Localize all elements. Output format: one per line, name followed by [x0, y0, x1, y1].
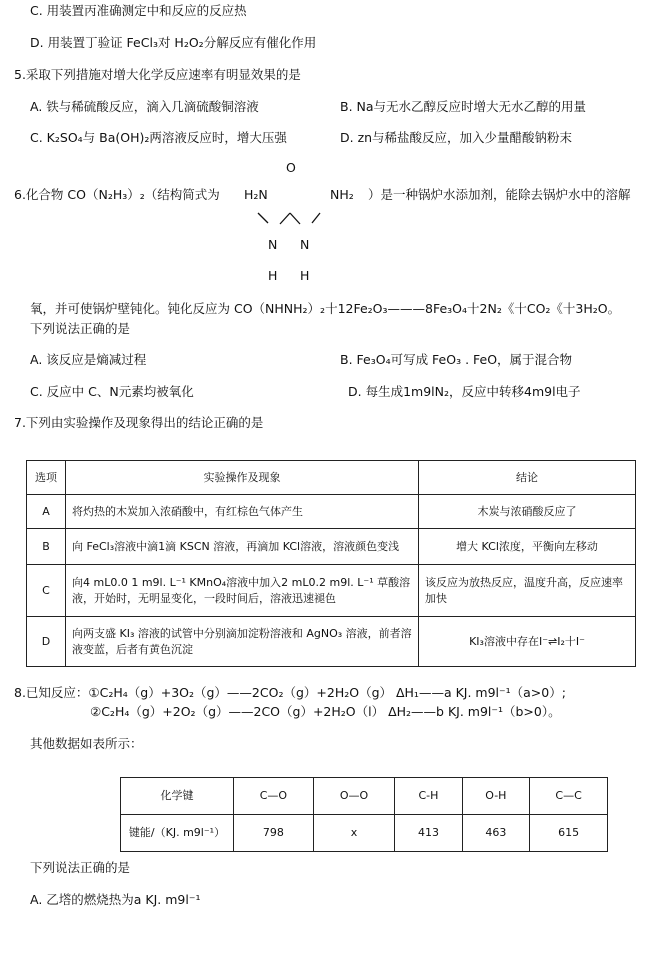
question-8-eq2: ②C₂H₄（g）+2O₂（g）——2CO（g）+2H₂O（l） ΔH₂——b KJ. m9l⁻¹（b>0）。: [90, 704, 561, 719]
table-cell: 615: [530, 815, 608, 852]
question-8-ask: 下列说法正确的是: [30, 860, 131, 875]
table-cell: B: [27, 529, 66, 565]
table-header: 结论: [419, 461, 636, 495]
structure-oxygen: O: [286, 160, 296, 175]
table-cell: C—C: [530, 778, 608, 815]
table-cell: 向两支盛 KI₃ 溶液的试管中分别滴加淀粉溶液和 AgNO₃ 溶液，前者溶液变蓝，后者有黄色沉淀: [66, 617, 419, 667]
table-cell: A: [27, 495, 66, 529]
option-8a: A. 乙㙮的燃烧热为a KJ. m9l⁻¹: [30, 892, 201, 907]
table-cell: 键能/（KJ. m9l⁻¹）: [121, 815, 234, 852]
option-6b: B. Fe₃O₄可写成 FeO₃ . FeO，属于混合物: [340, 352, 573, 367]
option-5c: C. K₂SO₄与 Ba(OH)₂两溶液反应时，增大压强: [30, 130, 287, 145]
table-row: [27, 565, 636, 617]
option-6c-2: C. 反应中 C、N元素均被氧化: [30, 384, 194, 399]
table-cell: C: [27, 565, 66, 617]
structure-h2n: H₂N: [244, 187, 268, 202]
structure-n-right: N: [300, 237, 310, 252]
table-cell: 木炭与浓硝酸反应了: [419, 495, 636, 529]
table-row: [27, 617, 636, 667]
option-5b: B. Na与无水乙醇反应时增大无水乙醇的用量: [340, 99, 587, 114]
option-5d: D. zn与稀盐酸反应，加入少量醋酸钠粉末: [340, 130, 573, 145]
question-5: 5.采取下列措施对增大化学反应速率有明显效果的是: [14, 67, 301, 82]
question-8: 8.已知反应：①C₂H₄（g）+3O₂（g）——2CO₂（g）+2H₂O（g） ΔH₁——a KJ. m9l⁻¹（a>0）;: [14, 685, 566, 700]
table-cell: C-H: [395, 778, 462, 815]
table-cell: 将灼热的木炭加入浓硝酸中，有红棕色气体产生: [66, 495, 419, 529]
table-cell: 增大 KCl浓度，平衡向左移动: [419, 529, 636, 565]
table-cell: O-H: [462, 778, 530, 815]
table-cell: KI₃溶液中存在I⁻⇌I₂十I⁻: [419, 617, 636, 667]
table-cell: x: [313, 815, 395, 852]
option-5a: A. 铁与稀硫酸反应，滴入几滴硫酸铜溶液: [30, 99, 259, 114]
table-row: [27, 529, 636, 565]
bond-energy-table: [120, 777, 608, 852]
question-6-body: 氧，并可使锅炉壁钝化。钝化反应为 CO（NHNH₂）₂十12Fe₂O₃———8Fe₃O₄十2N₂《十CO₂《十3H₂O。: [30, 301, 621, 316]
question-6-end: ）是一种锅炉水添加剂，能除去锅炉水中的溶解: [368, 187, 631, 202]
structure-nh2: NH₂: [330, 187, 354, 202]
option-6a: A. 该反应是熵减过程: [30, 352, 147, 367]
question-6-start: 6.化合物 CO（N₂H₃）₂（结构简式为: [14, 187, 220, 202]
table-row: [121, 815, 608, 852]
table-header: 实验操作及现象: [66, 461, 419, 495]
table-cell: D: [27, 617, 66, 667]
table-cell: 413: [395, 815, 462, 852]
table-header: 选项: [27, 461, 66, 495]
option-6d: D. 用装置丁验证 FeCl₃对 H₂O₂分解反应有催化作用: [30, 35, 317, 50]
experiment-table: [26, 460, 636, 667]
table-cell: 该反应为放热反应，温度升高，反应速率加快: [419, 565, 636, 617]
table-row: [121, 778, 608, 815]
option-6c: C. 用装置丙准确测定中和反应的反应热: [30, 3, 247, 18]
table-cell: 463: [462, 815, 530, 852]
table-row: [27, 495, 636, 529]
option-6d-2: D. 每生成1m9lN₂，反应中转移4m9l电子: [348, 384, 581, 399]
structure-h-left: H: [268, 268, 278, 283]
other-data-label: 其他数据如表所示：: [30, 736, 143, 751]
structure-h-right: H: [300, 268, 310, 283]
table-cell: 798: [234, 815, 314, 852]
table-cell: 向 FeCl₃溶液中滴1滴 KSCN 溶液，再滴加 KCl溶液，溶液颜色变浅: [66, 529, 419, 565]
table-cell: 向4 mL0.0 1 m9l. L⁻¹ KMnO₄溶液中加入2 mL0.2 m9l. L⁻¹ 草酸溶液，开始时，无明显变化，一段时间后，溶液迅速褪色: [66, 565, 419, 617]
question-7: 7.下列由实验操作及现象得出的结论正确的是: [14, 415, 264, 430]
table-cell: O—O: [313, 778, 395, 815]
table-cell: 化学键: [121, 778, 234, 815]
table-cell: C—O: [234, 778, 314, 815]
structure-n-left: N: [268, 237, 278, 252]
question-6-ask: 下列说法正确的是: [30, 321, 131, 336]
